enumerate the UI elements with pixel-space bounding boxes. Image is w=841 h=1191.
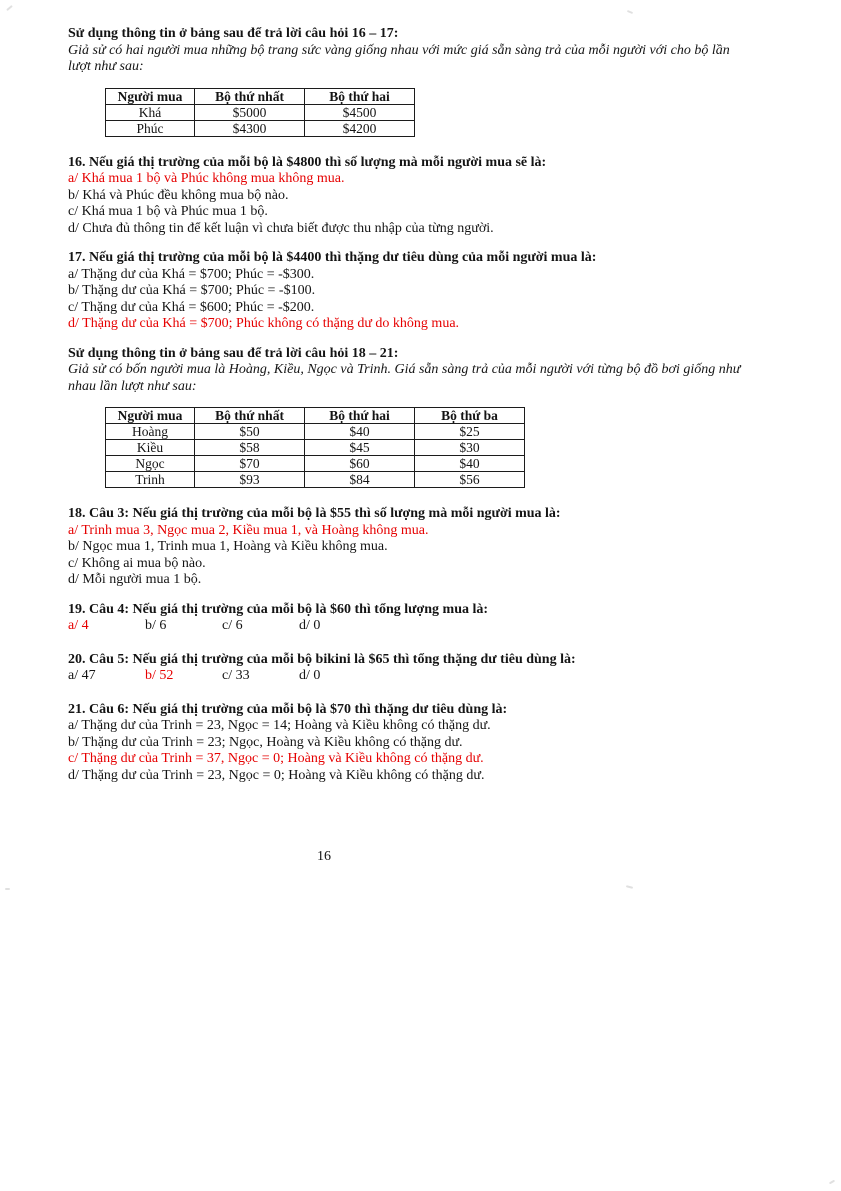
table-cell-value: $25 <box>415 424 525 440</box>
table-row <box>106 456 525 472</box>
question-19-stem: 19. Câu 4: Nếu giá thị trường của mỗi bộ là $60 thì tổng lượng mua là: <box>68 601 489 617</box>
table-row <box>106 104 415 120</box>
question-21-stem: 21. Câu 6: Nếu giá thị trường của mỗi bộ là $70 thì thặng dư tiêu dùng là: <box>68 701 508 717</box>
section1-heading: Sử dụng thông tin ở bảng sau để trả lời câu hỏi 16 – 17: <box>68 26 399 41</box>
col-header-buyer: Người mua <box>106 88 195 104</box>
table-cell-value: $4300 <box>195 120 305 136</box>
swimsuit-price-table <box>105 407 525 488</box>
scan-artifact <box>829 1180 835 1185</box>
table-cell-value: $45 <box>305 440 415 456</box>
question-20-option-c: c/ 33 <box>222 668 250 683</box>
table-cell-value: $4200 <box>305 120 415 136</box>
page-content <box>68 26 752 797</box>
section1-intro: Giả sử có hai người mua những bộ trang sức vàng giống nhau với mức giá sẵn sàng trả của mỗi người với cho bộ lần lượt như sau: <box>68 42 730 74</box>
question-17-option-d: d/ Thặng dư của Khá = $700; Phúc không có thặng dư do không mua. <box>68 316 460 331</box>
table-row <box>106 120 415 136</box>
question-21-option-a: a/ Thặng dư của Trinh = 23, Ngọc = 14; Hoàng và Kiều không có thặng dư. <box>68 718 491 733</box>
question-16-option-d: d/ Chưa đủ thông tin để kết luận vì chưa biết được thu nhập của từng người. <box>68 220 494 236</box>
col-header-first-set: Bộ thứ nhất <box>195 88 305 104</box>
question-17-stem: 17. Nếu giá thị trường của mỗi bộ là $4400 thì thặng dư tiêu dùng của mỗi người mua là: <box>68 250 597 265</box>
question-19-option-b: b/ 6 <box>145 618 167 633</box>
col-header-second-set: Bộ thứ hai <box>305 408 415 424</box>
scan-artifact <box>627 10 633 14</box>
jewelry-price-table <box>105 88 415 137</box>
question-17-option-a: a/ Thặng dư của Khá = $700; Phúc = -$300. <box>68 266 315 282</box>
table-cell-buyer: Ngọc <box>106 456 195 472</box>
table-header-row <box>106 88 415 104</box>
question-16-option-a: a/ Khá mua 1 bộ và Phúc không mua không mua. <box>68 171 345 186</box>
question-21-option-c: c/ Thặng dư của Trinh = 37, Ngọc = 0; Hoàng và Kiều không có thặng dư. <box>68 751 484 766</box>
section2-heading: Sử dụng thông tin ở bảng sau để trả lời câu hỏi 18 – 21: <box>68 345 399 361</box>
table-header-row <box>106 408 525 424</box>
question-18-option-b: b/ Ngọc mua 1, Trinh mua 1, Hoàng và Kiều không mua. <box>68 539 388 554</box>
question-21-option-d: d/ Thặng dư của Trinh = 23, Ngọc = 0; Hoàng và Kiều không có thặng dư. <box>68 767 485 783</box>
question-18-stem: 18. Câu 3: Nếu giá thị trường của mỗi bộ là $55 thì số lượng mà mỗi người mua là: <box>68 506 561 521</box>
table-cell-value: $40 <box>305 424 415 440</box>
table-cell-value: $84 <box>305 472 415 488</box>
table-cell-value: $70 <box>195 456 305 472</box>
question-19-option-a: a/ 4 <box>68 618 89 633</box>
section2-intro: Giả sử có bốn người mua là Hoàng, Kiều, Ngọc và Trinh. Giá sẵn sàng trả của mỗi người với từng bộ đồ bơi giống như nhau lần lượt như sau: <box>68 362 741 394</box>
question-16-stem: 16. Nếu giá thị trường của mỗi bộ là $4800 thì số lượng mà mỗi người mua sẽ là: <box>68 154 547 170</box>
col-header-third-set: Bộ thứ ba <box>415 408 525 424</box>
table-cell-value: $58 <box>195 440 305 456</box>
col-header-second-set: Bộ thứ hai <box>305 88 415 104</box>
question-19-options <box>68 618 752 635</box>
table-cell-value: $56 <box>415 472 525 488</box>
table-cell-buyer: Kiều <box>106 440 195 456</box>
question-20-option-b: b/ 52 <box>145 668 174 683</box>
scan-artifact <box>5 888 10 890</box>
question-18-option-d: d/ Mỗi người mua 1 bộ. <box>68 572 202 587</box>
table-cell-buyer: Hoàng <box>106 424 195 440</box>
question-20-option-a: a/ 47 <box>68 668 96 683</box>
table-cell-value: $60 <box>305 456 415 472</box>
question-19 <box>68 602 752 635</box>
section-q18-21 <box>68 346 752 785</box>
table-cell-buyer: Khá <box>106 104 195 120</box>
col-header-first-set: Bộ thứ nhất <box>195 408 305 424</box>
question-18-option-a: a/ Trinh mua 3, Ngọc mua 2, Kiều mua 1, và Hoàng không mua. <box>68 522 429 538</box>
question-16-option-c: c/ Khá mua 1 bộ và Phúc mua 1 bộ. <box>68 204 268 219</box>
question-19-option-c: c/ 6 <box>222 618 243 633</box>
question-17-option-c: c/ Thặng dư của Khá = $600; Phúc = -$200. <box>68 299 315 315</box>
question-20-option-d: d/ 0 <box>299 668 321 683</box>
table-cell-buyer: Phúc <box>106 120 195 136</box>
question-20-options <box>68 668 752 685</box>
question-16-option-b: b/ Khá và Phúc đều không mua bộ nào. <box>68 187 289 203</box>
page-number: 16 <box>317 849 331 864</box>
table-row <box>106 440 525 456</box>
question-17 <box>68 250 752 333</box>
table-cell-value: $40 <box>415 456 525 472</box>
question-20-stem: 20. Câu 5: Nếu giá thị trường của mỗi bộ bikini là $65 thì tổng thặng dư tiêu dùng là: <box>68 651 576 667</box>
question-20 <box>68 652 752 685</box>
table-row <box>106 472 525 488</box>
question-21-option-b: b/ Thặng dư của Trinh = 23; Ngọc, Hoàng và Kiều không có thặng dư. <box>68 734 463 750</box>
scan-artifact <box>626 885 633 889</box>
question-16 <box>68 155 752 238</box>
table-cell-value: $93 <box>195 472 305 488</box>
col-header-buyer: Người mua <box>106 408 195 424</box>
question-19-option-d: d/ 0 <box>299 618 321 633</box>
table-cell-value: $4500 <box>305 104 415 120</box>
table-cell-value: $5000 <box>195 104 305 120</box>
table-cell-buyer: Trinh <box>106 472 195 488</box>
scan-artifact <box>6 5 13 11</box>
question-17-option-b: b/ Thặng dư của Khá = $700; Phúc = -$100. <box>68 283 316 298</box>
question-18-option-c: c/ Không ai mua bộ nào. <box>68 555 206 571</box>
table-cell-value: $30 <box>415 440 525 456</box>
section-q16-17 <box>68 26 752 333</box>
question-21 <box>68 702 752 785</box>
table-cell-value: $50 <box>195 424 305 440</box>
question-18 <box>68 506 752 589</box>
table-row <box>106 424 525 440</box>
